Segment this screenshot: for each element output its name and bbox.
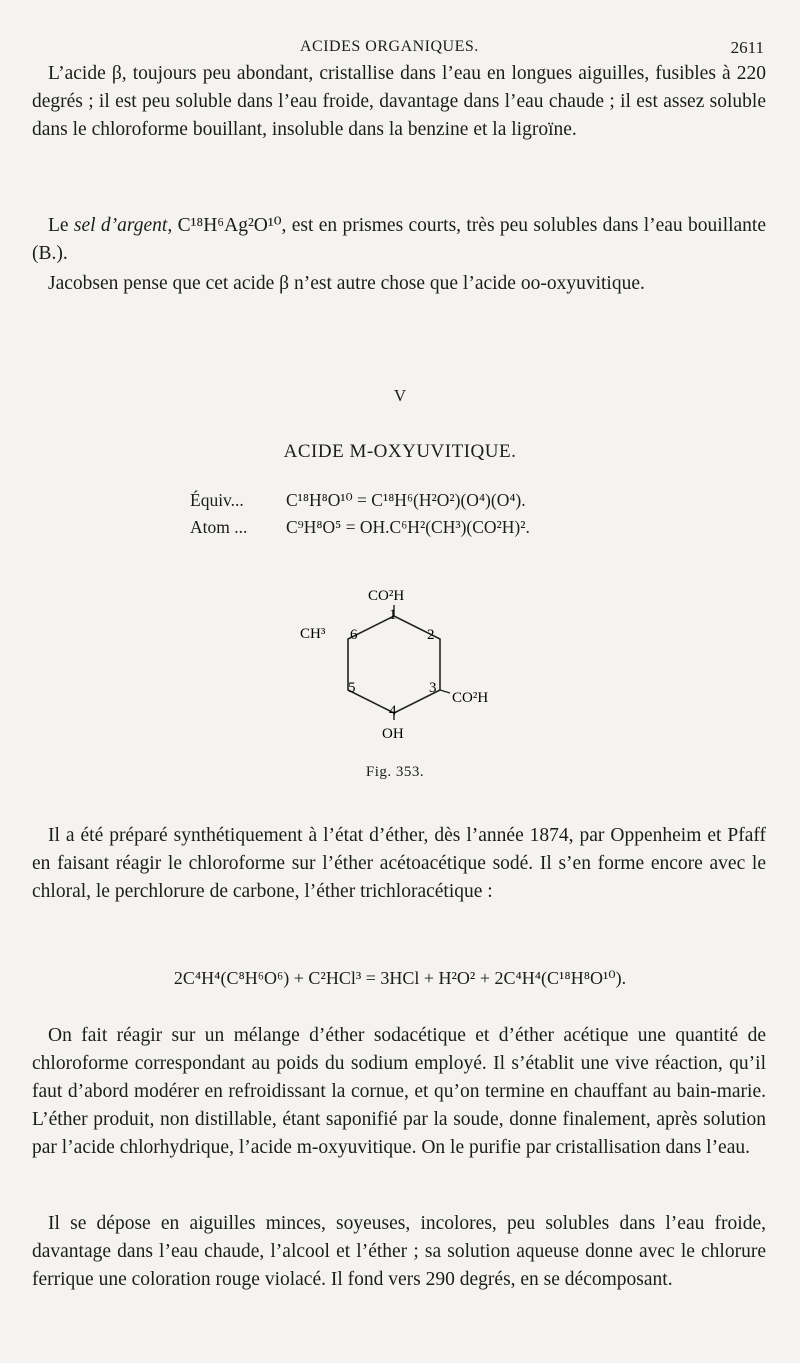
bottom-substituent: OH bbox=[382, 726, 404, 742]
paragraph-synthesis: Il a été préparé synthétiquement à l’état d’éther, dès l’année 1874, par Oppenheim et Pfaff en faisant réagir le chloroforme sur l’éther acétoacétique sodé. Il s’en forme encore avec le chloral, le perchlorure de carbone, l’éther trichloracétique : bbox=[32, 825, 766, 902]
formula-equiv-left: C¹⁸H⁸O¹⁰ bbox=[286, 490, 353, 510]
paragraph-properties: Il se dépose en aiguilles minces, soyeuses, incolores, peu solubles dans l’eau froide, davantage dans l’eau chaude, l’alcool et l’éther ; sa solution aqueuse donne avec le chlorure ferrique une coloration rouge violacé. Il fond vers 290 degrés, en se décomposant. bbox=[32, 1213, 766, 1290]
ring-position-2: 2 bbox=[427, 627, 435, 643]
section-number: V bbox=[393, 386, 407, 405]
section-title: ACIDE M-OXYUVITIQUE. bbox=[283, 441, 517, 462]
formula-equiv bbox=[190, 490, 526, 511]
formula-atom-label: Atom ... bbox=[190, 517, 248, 537]
paragraph-acid-beta: L’acide β, toujours peu abondant, cristallise dans l’eau en longues aiguilles, fusibles à 220 degrés ; il est peu soluble dans l’eau froide, davantage dans l’eau chaude ; il est assez soluble dans le chloroforme bouillant, insoluble dans la benzine et la ligroïne. bbox=[32, 63, 766, 140]
formula-equiv-label: Équiv... bbox=[190, 490, 244, 510]
formula-atom bbox=[190, 517, 530, 538]
formula-atom-right: = OH.C⁶H²(CH³)(CO²H)². bbox=[345, 517, 530, 537]
ring-position-1: 1 bbox=[389, 607, 397, 623]
paragraph-preparation: On fait réagir sur un mélange d’éther sodacétique et d’éther acétique une quantité de chloroforme correspondant au poids du sodium employé. Il s’établit une vive réaction, qu’il faut d’abord modérer en refroidissant la cornue, et qu’on termine en chauffant au bain-marie. L’éther produit, non distillable, étant saponifié par la soude, donne finalement, après solution par l’acide chlorhydrique, l’acide m-oxyuvitique. On le purifie par cristallisation dans l’eau. bbox=[32, 1025, 766, 1158]
silver-salt-formula: C¹⁸H⁶Ag²O¹⁰, bbox=[177, 215, 287, 236]
ring-position-5: 5 bbox=[348, 680, 356, 696]
paragraph-silver-salt bbox=[32, 212, 766, 268]
right-substituent: CO²H bbox=[452, 690, 489, 706]
left-substituent: CH³ bbox=[300, 626, 326, 642]
page-number: 2611 bbox=[730, 38, 764, 57]
figure-caption: Fig. 353. bbox=[365, 764, 425, 780]
silver-salt-rest: est en prismes courts, très peu solubles dans l’eau bouillante (B.). bbox=[32, 215, 767, 264]
silver-salt-term: sel d’argent, bbox=[73, 215, 173, 236]
running-header bbox=[0, 38, 800, 62]
formula-atom-left: C⁹H⁸O⁵ bbox=[286, 517, 342, 537]
silver-salt-lead: Le bbox=[48, 215, 69, 236]
paragraph-jacobsen: Jacobsen pense que cet acide β n’est autre chose que l’acide oo-oxyuvitique. bbox=[48, 273, 645, 294]
ring-position-3: 3 bbox=[429, 680, 437, 696]
formula-equiv-right: = C¹⁸H⁶(H²O²)(O⁴)(O⁴). bbox=[357, 490, 526, 510]
hexagon-figure bbox=[290, 575, 520, 750]
top-substituent: CO²H bbox=[368, 588, 405, 604]
ring-position-6: 6 bbox=[350, 627, 358, 643]
ring-position-4: 4 bbox=[389, 703, 397, 719]
reaction-equation: 2C⁴H⁴(C⁸H⁶O⁶) + C²HCl³ = 3HCl + H²O² + 2C⁴H⁴(C¹⁸H⁸O¹⁰). bbox=[173, 968, 627, 988]
running-title: ACIDES ORGANIQUES. bbox=[300, 38, 479, 55]
